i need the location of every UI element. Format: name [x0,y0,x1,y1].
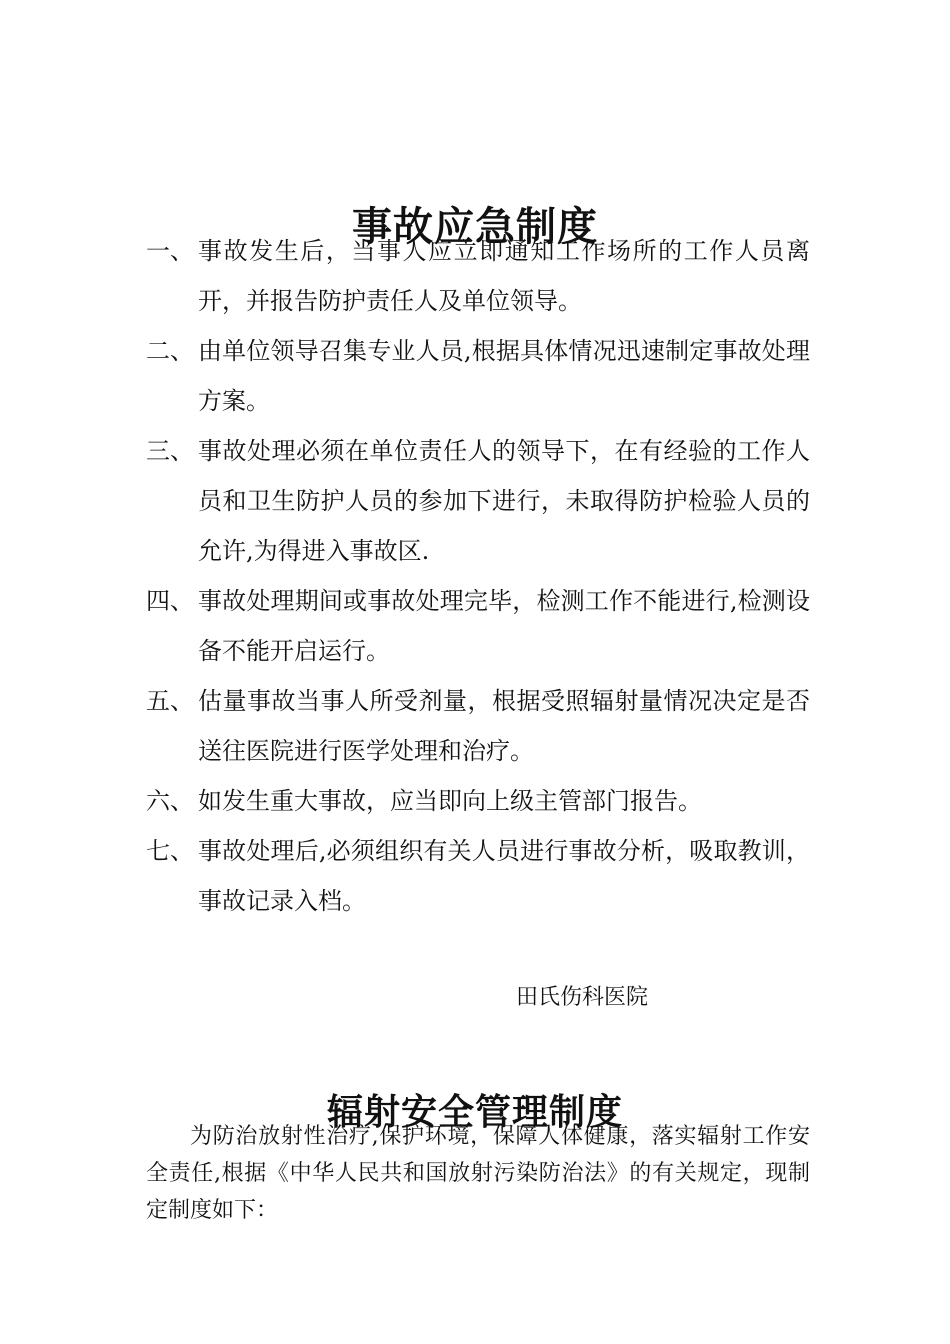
rule-item [146,426,810,576]
rule-item [146,226,810,326]
rule-number: 五、 [146,687,194,715]
rule-text: 事故处理必须在单位责任人的领导下，在有经验的工作人员和卫生防护人员的参加下进行，未取得防护检验人员的允许,为得进入事故区. [198,437,810,565]
rule-number: 三、 [146,437,194,465]
rule-item [146,826,810,926]
rule-text: 如发生重大事故，应当即向上级主管部门报告。 [198,787,702,815]
rule-text: 由单位领导召集专业人员,根据具体情况迅速制定事故处理方案。 [198,337,810,415]
rule-text: 事故发生后，当事人应立即通知工作场所的工作人员离开，并报告防护责任人及单位领导。 [198,237,810,315]
rule-number: 一、 [146,237,194,265]
rule-text: 事故处理后,必须组织有关人员进行事故分析，吸取教训，事故记录入档。 [198,837,810,915]
section1-title: 事故应急制度 [352,202,598,250]
rule-text: 估量事故当事人所受剂量，根据受照辐射量情况决定是否送往医院进行医学处理和治疗。 [198,687,810,765]
emergency-rules-list [146,226,810,926]
rule-number: 二、 [146,337,194,365]
rule-number: 七、 [146,837,194,865]
section2-title: 辐射安全管理制度 [326,1091,623,1134]
rule-number: 六、 [146,787,194,815]
hospital-signature: 田氏伤科医院 [516,985,649,1010]
rule-item [146,326,810,426]
rule-item [146,576,810,676]
rule-number: 四、 [146,587,194,615]
rule-item [146,676,810,776]
rule-item [146,776,810,826]
rule-text: 事故处理期间或事故处理完毕，检测工作不能进行,检测设备不能开启运行。 [198,587,810,665]
section2-intro-paragraph: 为防治放射性治疗,保护环境，保障人体健康，落实辐射工作安全责任,根据《中华人民共和国放射污染防治法》的有关规定，现制定制度如下： [146,1124,810,1223]
